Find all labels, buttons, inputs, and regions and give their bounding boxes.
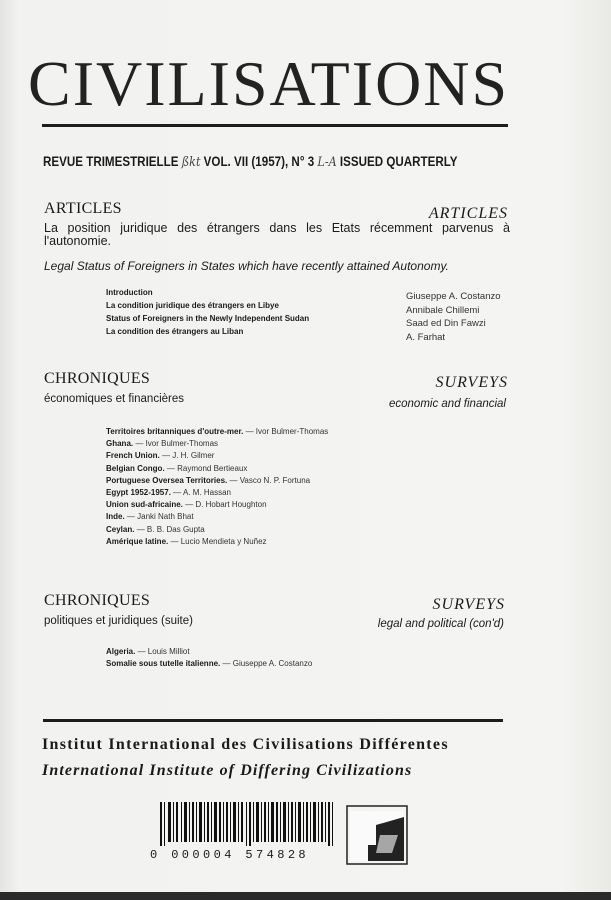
pol-chronicles-list	[106, 646, 312, 670]
list-item: Union sud-africaine. — D. Hobart Houghton	[106, 500, 267, 510]
chroniques-pol-sub-fr: politiques et juridiques (suite)	[44, 615, 193, 627]
author: Giuseppe A. Costanzo	[406, 291, 501, 302]
handwritten-note-2: L-A	[317, 155, 337, 170]
list-item: Ghana. — Ivor Bulmer-Thomas	[106, 439, 219, 449]
surveys-heading-en: SURVEYS	[435, 374, 508, 391]
chroniques-heading-fr: CHRONIQUES	[44, 370, 151, 387]
articles-heading-en: ARTICLES	[428, 205, 508, 222]
chroniques-pol-heading-fr: CHRONIQUES	[44, 592, 151, 609]
journal-title: CIVILISATIONS	[28, 48, 510, 119]
issue-left: REVUE TRIMESTRIELLE	[43, 154, 179, 169]
issue-volume: VOL. VII (1957), N° 3	[203, 154, 315, 169]
footer-rule	[43, 719, 503, 722]
author: A. Farhat	[406, 331, 446, 343]
list-item: Introduction	[106, 288, 153, 297]
list-item: Amérique latine. — Lucio Mendieta y Nuñez	[106, 536, 267, 546]
header-rule	[42, 124, 508, 127]
list-item: Status of Foreigners in the Newly Independent Sudan	[106, 314, 310, 323]
author: Annibale Chillemi	[406, 304, 480, 316]
list-item: Ceylan. — B. B. Das Gupta	[106, 524, 205, 534]
list-item: Territoires britanniques d'outre-mer. — Ivor Bulmer-Thomas	[106, 427, 329, 436]
barcode-number: 0 000004 574828	[150, 848, 310, 862]
institute-name-fr: Institut International des Civilisations Différentes	[42, 736, 449, 753]
handwritten-note-1: ßkt	[181, 155, 201, 170]
barcode-icon	[160, 802, 340, 846]
publisher-logo-icon	[346, 805, 408, 865]
theme-fr: La position juridique des étrangers dans les Etats récemment parvenus à l'autonomie.	[44, 221, 510, 248]
list-item: La condition juridique des étrangers en Libye	[106, 301, 279, 310]
surveys-pol-heading-en: SURVEYS	[432, 596, 505, 613]
issue-line	[43, 154, 458, 170]
author: Saad ed Din Fawzi	[406, 318, 486, 329]
eco-chronicles-list	[106, 426, 328, 548]
chroniques-sub-fr: économiques et financières	[44, 393, 184, 405]
list-item: French Union. — J. H. Gilmer	[106, 451, 215, 461]
list-item: La condition des étrangers au Liban	[106, 327, 244, 336]
list-item: Belgian Congo. — Raymond Bertieaux	[106, 463, 248, 473]
scan-edge	[0, 892, 611, 900]
list-item: Somalie sous tutelle italienne. — Giuseppe A. Costanzo	[106, 659, 313, 669]
surveys-pol-sub-en: legal and political (con'd)	[377, 618, 504, 630]
list-item: Algeria. — Louis Milliot	[106, 647, 190, 656]
institute-name-en: International Institute of Differing Civilizations	[42, 762, 413, 779]
list-item: Egypt 1952-1957. — A. M. Hassan	[106, 488, 231, 498]
list-item: Inde. — Janki Nath Bhat	[106, 512, 194, 522]
theme-en: Legal Status of Foreigners in States which have recently attained Autonomy.	[44, 259, 449, 273]
list-item: Portuguese Oversea Territories. — Vasco N. P. Fortuna	[106, 475, 311, 485]
issue-right: ISSUED QUARTERLY	[339, 154, 458, 169]
articles-authors	[406, 290, 501, 344]
articles-list	[106, 286, 309, 338]
articles-heading-fr: ARTICLES	[44, 200, 122, 217]
surveys-sub-en: economic and financial	[389, 398, 506, 410]
